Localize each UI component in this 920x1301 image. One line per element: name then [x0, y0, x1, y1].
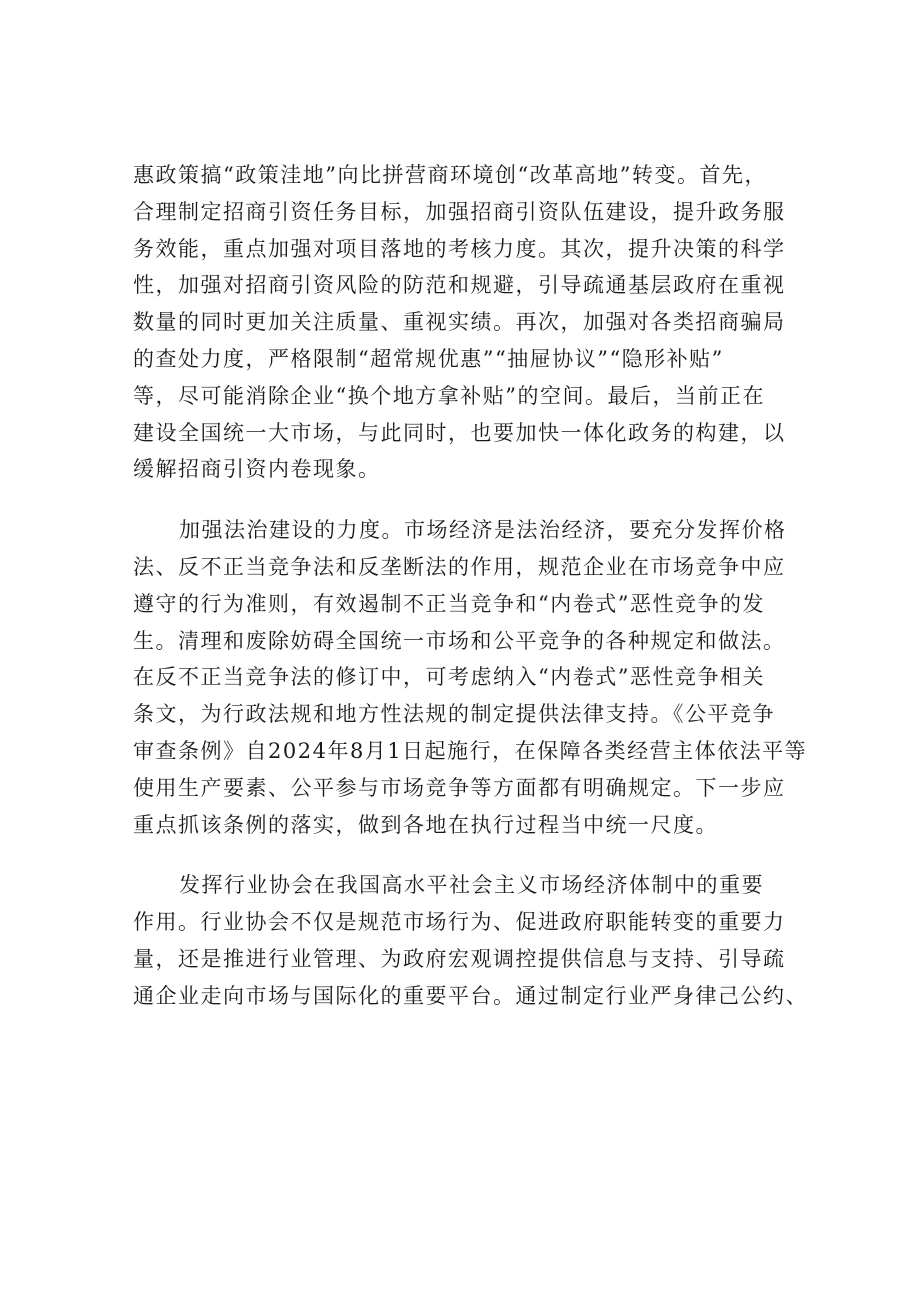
- paragraph-spacer: [133, 488, 793, 512]
- body-text: [133, 157, 808, 1015]
- text-line: 合理制定招商引资任务目标，加强招商引资队伍建设，提升政务服: [133, 199, 786, 224]
- text-line: 法、反不正当竞争法和反垄断法的作用，规范企业在市场竞争中应: [133, 554, 786, 579]
- text-line: 遵守的行为准则，有效遏制不正当竞争和“内卷式”恶性竞争的发: [133, 591, 765, 616]
- text-line: 等，尽可能消除企业“换个地方拿补贴”的空间。最后，当前正在: [133, 383, 765, 408]
- text-line: 建设全国统一大市场，与此同时，也要加快一体化政务的构建，以: [133, 420, 786, 445]
- text-line: 性，加强对招商引资风险的防范和规避，引导疏通基层政府在重视: [133, 273, 786, 298]
- text-line: 生。清理和废除妨碍全国统一市场和公平竞争的各种规定和做法。: [133, 628, 786, 653]
- paragraph-spacer: [133, 843, 793, 867]
- text-line: 量，还是推进行业管理、为政府宏观调控提供信息与支持、引导疏: [133, 946, 786, 971]
- text-line: 惠政策搞“政策洼地”向比拼营商环境创“改革高地”转变。首先，: [133, 163, 767, 187]
- text-line: 数量的同时更加关注质量、重视实绩。再次，加强对各类招商骗局: [133, 310, 786, 335]
- paragraph-1: [133, 157, 793, 488]
- text-line: 审查条例》自2024年8月1日起施行，在保障各类经营主体依法平等: [133, 738, 808, 763]
- text-line: 的查处力度，严格限制“超常规优惠”“抽屉协议”“隐形补贴”: [133, 346, 724, 371]
- text-line: 作用。行业协会不仅是规范市场行为、促进政府职能转变的重要力: [133, 910, 786, 935]
- text-line: 缓解招商引资内卷现象。: [133, 457, 381, 482]
- text-line: 在反不正当竞争法的修订中，可考虑纳入“内卷式”恶性竞争相关: [133, 665, 765, 690]
- text-line: 使用生产要素、公平参与市场竞争等方面都有明确规定。下一步应: [133, 775, 786, 800]
- text-line: 加强法治建设的力度。市场经济是法治经济，要充分发挥价格: [179, 518, 787, 543]
- paragraph-2: [133, 512, 808, 843]
- text-line: 务效能，重点加强对项目落地的考核力度。其次，提升决策的科学: [133, 236, 786, 261]
- paragraph-3: [133, 867, 808, 1014]
- text-line: 通企业走向市场与国际化的重要平台。通过制定行业严身律己公约、: [133, 983, 808, 1008]
- text-line: 重点抓该条例的落实，做到各地在执行过程当中统一尺度。: [133, 812, 718, 837]
- text-line: 条文，为行政法规和地方性法规的制定提供法律支持。《公平竞争: [133, 702, 775, 727]
- text-line: 发挥行业协会在我国高水平社会主义市场经济体制中的重要: [179, 873, 764, 898]
